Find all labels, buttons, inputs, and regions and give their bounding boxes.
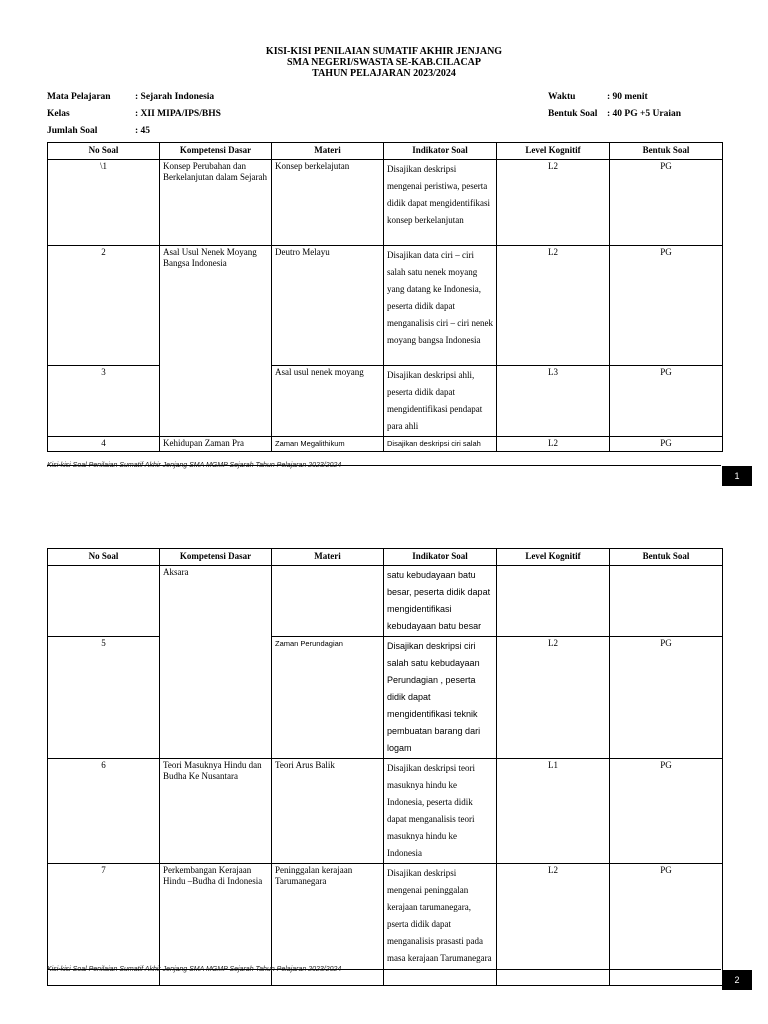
cell-level: L2 bbox=[497, 637, 610, 759]
footer-divider bbox=[47, 969, 721, 970]
cell-no: 7 bbox=[48, 864, 160, 986]
waktu-label: Waktu bbox=[548, 92, 576, 102]
cell-materi: Asal usul nenek moyang bbox=[272, 366, 384, 437]
table-row bbox=[48, 366, 723, 437]
document-title-line1: KISI-KISI PENILAIAN SUMATIF AKHIR JENJANG bbox=[265, 46, 503, 57]
cell-bentuk: PG bbox=[610, 160, 723, 246]
cell-no: 2 bbox=[48, 246, 160, 366]
cell-indikator: Disajikan data ciri – ciri salah satu nenek moyang yang datang ke Indonesia, peserta didik dapat menganalisis ciri – ciri nenek moyang bangsa Indonesia bbox=[384, 246, 497, 366]
jumlah-value: : 45 bbox=[135, 126, 151, 136]
cell-level: L1 bbox=[497, 759, 610, 864]
table-row bbox=[48, 437, 723, 452]
cell-kd: Aksara bbox=[160, 566, 272, 759]
mapel-label: Mata Pelajaran bbox=[47, 92, 111, 102]
table-header-row bbox=[48, 143, 723, 160]
cell-no: 4 bbox=[48, 437, 160, 452]
document-title-line3: TAHUN PELAJARAN 2023/2024 bbox=[312, 68, 456, 79]
cell-indikator: satu kebudayaan batu besar, peserta didik dapat mengidentifikasi kebudayaan batu besar bbox=[384, 566, 497, 637]
cell-indikator: Disajikan deskripsi teori masuknya hindu ke Indonesia, peserta didik dapat menganalisis teori masuknya hindu ke Indonesia bbox=[384, 759, 497, 864]
col-header-kd: Kompetensi Dasar bbox=[160, 143, 272, 160]
cell-bentuk bbox=[610, 566, 723, 637]
kisi-kisi-table-page1 bbox=[47, 142, 723, 452]
footer-divider bbox=[47, 465, 721, 466]
bentuk-label: Bentuk Soal bbox=[548, 109, 598, 119]
cell-level: L2 bbox=[497, 160, 610, 246]
cell-no: \1 bbox=[48, 160, 160, 246]
page-number-badge: 2 bbox=[722, 970, 752, 990]
cell-kd: Kehidupan Zaman Pra bbox=[160, 437, 272, 452]
col-header-materi: Materi bbox=[272, 143, 384, 160]
cell-bentuk: PG bbox=[610, 759, 723, 864]
table-row bbox=[48, 759, 723, 864]
col-header-indikator: Indikator Soal bbox=[384, 549, 497, 566]
col-header-bentuk: Bentuk Soal bbox=[610, 143, 723, 160]
cell-level bbox=[497, 566, 610, 637]
cell-indikator: Disajikan deskripsi ciri salah satu kebudayaan Perundagian , peserta didik dapat mengidentifikasi teknik pembuatan barang dari logam bbox=[384, 637, 497, 759]
cell-level: L2 bbox=[497, 864, 610, 986]
cell-level: L3 bbox=[497, 366, 610, 437]
cell-indikator: Disajikan deskripsi ciri salah bbox=[384, 437, 497, 452]
cell-materi: Zaman Megalithikum bbox=[272, 437, 384, 452]
cell-no: 6 bbox=[48, 759, 160, 864]
cell-materi: Deutro Melayu bbox=[272, 246, 384, 366]
cell-no bbox=[48, 566, 160, 637]
cell-materi: Teori Arus Balik bbox=[272, 759, 384, 864]
cell-materi bbox=[272, 566, 384, 637]
cell-no: 5 bbox=[48, 637, 160, 759]
bentuk-value: : 40 PG +5 Uraian bbox=[607, 109, 682, 119]
cell-level: L2 bbox=[497, 246, 610, 366]
cell-bentuk: PG bbox=[610, 246, 723, 366]
col-header-kd: Kompetensi Dasar bbox=[160, 549, 272, 566]
table-row bbox=[48, 160, 723, 246]
cell-materi: Peninggalan kerajaan Tarumanegara bbox=[272, 864, 384, 986]
document-title-line2: SMA NEGERI/SWASTA SE-KAB.CILACAP bbox=[286, 57, 482, 68]
cell-bentuk: PG bbox=[610, 864, 723, 986]
table-header-row bbox=[48, 549, 723, 566]
cell-level: L2 bbox=[497, 437, 610, 452]
col-header-materi: Materi bbox=[272, 549, 384, 566]
col-header-no: No Soal bbox=[48, 549, 160, 566]
cell-bentuk: PG bbox=[610, 637, 723, 759]
kisi-kisi-table-page2 bbox=[47, 548, 723, 986]
cell-bentuk: PG bbox=[610, 437, 723, 452]
cell-indikator: Disajikan deskripsi mengenai peristiwa, peserta didik dapat mengidentifikasi konsep berkelanjutan bbox=[384, 160, 497, 246]
table-row bbox=[48, 566, 723, 637]
kelas-label: Kelas bbox=[47, 109, 70, 119]
cell-indikator: Disajikan deskripsi ahli, peserta didik dapat mengidentifikasi pendapat para ahli bbox=[384, 366, 497, 437]
cell-kd: Perkembangan Kerajaan Hindu –Budha di Indonesia bbox=[160, 864, 272, 986]
cell-kd: Asal Usul Nenek Moyang Bangsa Indonesia bbox=[160, 246, 272, 437]
mapel-value: : Sejarah Indonesia bbox=[135, 92, 215, 102]
page-number-badge: 1 bbox=[722, 466, 752, 486]
col-header-level: Level Kognitif bbox=[497, 143, 610, 160]
cell-indikator: Disajikan deskripsi mengenai peninggalan kerajaan tarumanegara, pserta didik dapat menganalisis prasasti pada masa kerajaan Tarumanegara bbox=[384, 864, 497, 986]
col-header-bentuk: Bentuk Soal bbox=[610, 549, 723, 566]
table-row bbox=[48, 637, 723, 759]
col-header-level: Level Kognitif bbox=[497, 549, 610, 566]
waktu-value: : 90 menit bbox=[607, 92, 648, 102]
table-row bbox=[48, 246, 723, 366]
col-header-no: No Soal bbox=[48, 143, 160, 160]
cell-bentuk: PG bbox=[610, 366, 723, 437]
cell-materi: Zaman Perundagian bbox=[272, 637, 384, 759]
cell-materi: Konsep berkelajutan bbox=[272, 160, 384, 246]
cell-no: 3 bbox=[48, 366, 160, 437]
col-header-indikator: Indikator Soal bbox=[384, 143, 497, 160]
cell-kd: Teori Masuknya Hindu dan Budha Ke Nusantara bbox=[160, 759, 272, 864]
kelas-value: : XII MIPA/IPS/BHS bbox=[135, 109, 221, 119]
jumlah-label: Jumlah Soal bbox=[47, 126, 98, 136]
cell-kd: Konsep Perubahan dan Berkelanjutan dalam Sejarah bbox=[160, 160, 272, 246]
